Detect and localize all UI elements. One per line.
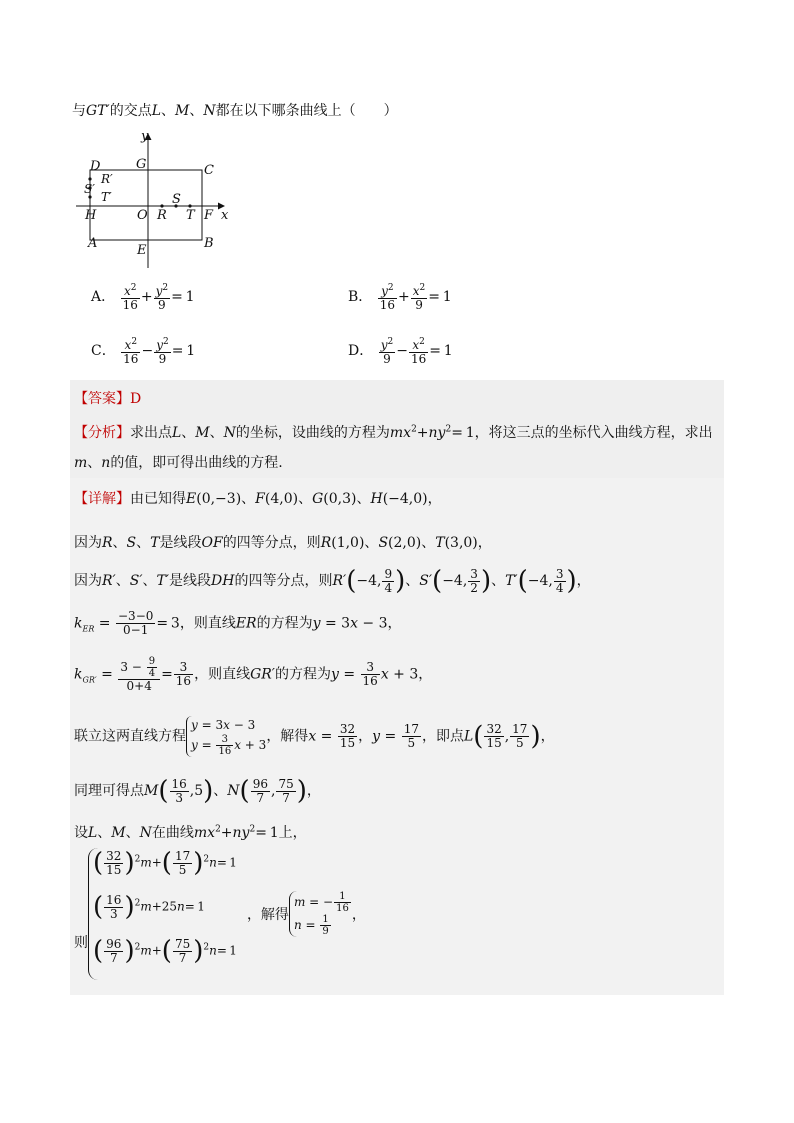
answer-label: 【答案】 (74, 391, 130, 407)
option-b-letter: B． (348, 289, 373, 305)
option-c[interactable]: C． $\frac{x^2}{16}$ − $\frac{y^2}{9}$ = 1 (91, 337, 196, 366)
option-d[interactable]: D． $\frac{y^2}{9}$ − $\frac{x^2}{16}$ = 1 (348, 337, 453, 366)
analysis-line-1: 【分析】求出点L、M、N的坐标，设曲线的方程为$mx^2+ny^2= 1$，将这三点的坐标代入曲线方程，求出 (74, 424, 713, 441)
analysis-label: 【分析】 (74, 425, 130, 441)
detail-line-7: 同理可得点M( $\frac{16}{3}$ ,5)、N( $\frac{96}{7}$ , $\frac{75}{7}$ )， (74, 776, 321, 806)
detail-line-9: 则 ( $\frac{32}{15}$ )$^2$m+( $\frac{17}{5}$ )$^2$n= 1 ( $\frac{16}{3}$ )$^2$m+25n= 1 ( $\frac{96}{7}$ )$^2$m+( $\frac{75}{7}$ )$^2$n= 1 ，解得 m = − $\frac{1}{16}$ n = $\frac{1}{9}$ ， (74, 848, 366, 980)
label-t-prime: T′ (101, 190, 112, 204)
label-s-prime: S′ (84, 182, 95, 196)
answer-value: D (130, 391, 142, 407)
option-b[interactable]: B． $\frac{y^2}{16}$ + $\frac{x^2}{9}$ = 1 (348, 283, 452, 312)
point-r-prime (88, 177, 91, 180)
analysis-line-2: m、n的值，即可得出曲线的方程. (74, 455, 283, 471)
option-a[interactable]: A． $\frac{x^2}{16}$ + $\frac{y^2}{9}$ = 1 (91, 283, 195, 312)
detail-line-2: 因为R、S、T是线段OF的四等分点，则R(1,0)、S(2,0)、T(3,0)， (74, 535, 492, 551)
detail-line-5: $k_{GR'}$ = 3 − $\frac{9}{4}$ 0+4 = $\frac{3}{16}$ ，则直线GR′的方程为y = $\frac{3}{16}$ x + 3， (74, 656, 433, 693)
label-h: H (85, 208, 97, 223)
option-d-letter: D． (348, 343, 374, 359)
label-s: S (172, 192, 181, 207)
detail-label: 【详解】 (74, 491, 130, 507)
detail-line-3: 因为R′、S′、T′是线段DH的四等分点，则R′(−4, $\frac{9}{4}$ )、S′(−4, $\frac{3}{2}$ )、T′(−4, $\frac{3}{4}$ )， (74, 566, 591, 596)
label-y: y (141, 129, 149, 144)
label-d: D (90, 159, 101, 174)
coordinate-figure (76, 126, 246, 271)
label-g: G (136, 157, 147, 172)
option-c-letter: C． (91, 343, 116, 359)
label-e: E (137, 243, 147, 258)
label-r-prime: R′ (101, 172, 113, 186)
detail-line-4: $k_{ER}$ = $\frac{-3-0}{0-1}$ = 3，则直线ER的方程为y = 3x − 3， (74, 609, 402, 637)
question-stem: 与GT′的交点L、M、N都在以下哪条曲线上（ ） (72, 103, 398, 119)
label-t: T (186, 208, 195, 223)
detail-line-1: 【详解】由已知得E(0,−3)、F(4,0)、G(0,3)、H(−4,0)， (74, 491, 442, 507)
label-a: A (88, 236, 98, 251)
label-f: F (204, 208, 214, 223)
label-b: B (204, 236, 214, 251)
label-o: O (137, 208, 148, 223)
label-x: x (221, 208, 229, 223)
answer-line (74, 388, 141, 408)
option-a-letter: A． (91, 289, 116, 305)
label-r: R (157, 208, 167, 223)
detail-line-8: 设L、M、N在曲线$mx^2+ny^2= 1$上， (74, 824, 307, 841)
label-c: C (204, 163, 214, 178)
detail-line-6: 联立这两直线方程 y = 3x − 3 y = $\frac{3}{16}$ x + 3 ，解得x = $\frac{32}{15}$ ，y = $\frac{17}{5}$ ，即点L( $\frac{32}{15}$ , $\frac{17}{5}$ )， (74, 718, 555, 757)
